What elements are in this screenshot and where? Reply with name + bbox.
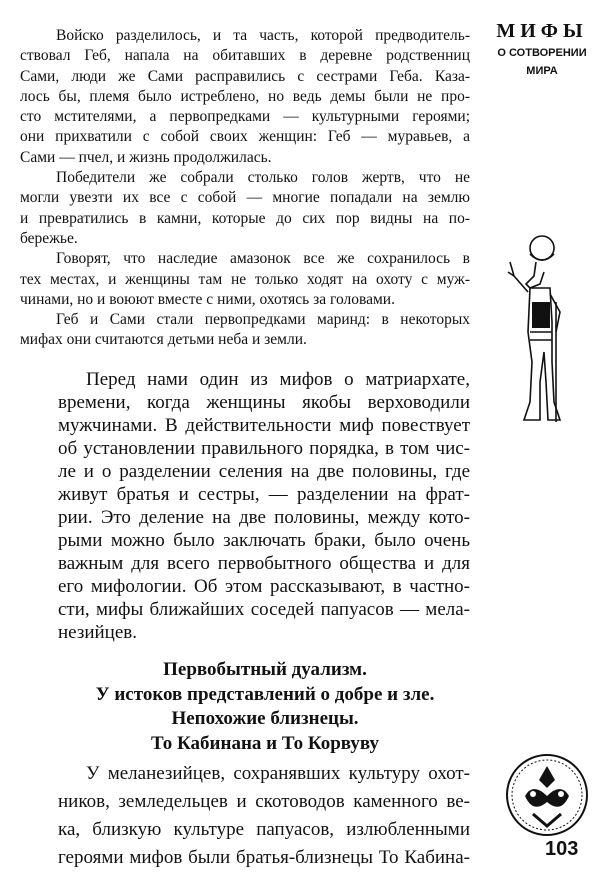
text-line: незийцев. [58, 622, 137, 643]
text-line: мужчинами. В действительности миф повествует [58, 415, 470, 436]
running-header [490, 20, 594, 77]
text-line: мифах они считаются детьми неба и земли. [20, 331, 307, 349]
text-line: могли увезти их все с собой — многие попадали на землю [20, 189, 470, 207]
heading-line: То Кабинана и То Корвуву [150, 732, 380, 754]
text-line: сти, мифы ближайших соседей папуасов — мела- [58, 599, 470, 620]
section-heading [60, 658, 470, 756]
text-line: У меланезийцев, сохранявших культуру охот- [86, 763, 470, 784]
text-line: бережье. [20, 229, 78, 247]
text-line: Сами, люди же Сами расправились с сестрами Геба. Каза- [20, 67, 470, 85]
text-line: Сами — пчел, и жизнь продолжилась. [20, 148, 272, 166]
text-line: и превратились в камни, которые до сих пор видны на по- [20, 209, 470, 227]
egyptian-god-illustration-icon [500, 232, 580, 432]
text-line: тех местах, и женщины там не только ходят на охоту с муж- [20, 270, 470, 288]
text-line: рыми можно было заключать браки, было очень [58, 530, 470, 551]
running-header-line3: МИРА [526, 65, 558, 77]
text-line: ников, земледельцев и скотоводов каменного ве- [58, 791, 470, 812]
text-line: Победители же собрали столько голов жертв, что не [56, 169, 470, 187]
text-line: они прихватили с собой своих женщин: Геб — муравьев, а [20, 128, 470, 146]
page-number: 103 [545, 838, 579, 860]
text-line: времени, когда женщины якобы верховодили [58, 392, 470, 413]
text-line: лось бы, племя было истреблено, но ведь демы были не про- [20, 87, 470, 105]
text-line: его мифологии. Об этом рассказывают, в частно- [58, 576, 470, 597]
text-line: героями мифов были братья-близнецы То Кабина- [58, 847, 470, 868]
running-header-line2: О СОТВОРЕНИИ [497, 47, 587, 59]
text-line: чинами, но и воюют вместе с ними, охотясь за головами. [20, 290, 395, 308]
text-line: Войско разделилось, и та часть, которой предводитель- [56, 27, 470, 44]
text-line: живут братья и сестры, — разделении на фрат- [58, 484, 470, 505]
heading-line: Непохожие близнецы. [171, 708, 359, 729]
heading-line: У истоков представлений о добре и зле. [95, 683, 435, 705]
final-paragraph [58, 760, 470, 872]
text-line: Перед нами один из мифов о матриархате, [86, 369, 470, 390]
text-line: ка, близкую культуре папуасов, излюбленными [58, 819, 470, 840]
myth-text-small [20, 26, 470, 351]
commentary-paragraph [58, 368, 470, 644]
text-line: Геб и Сами стали первопредками маринд: в некоторых [56, 311, 470, 329]
text-line: сто мстителями, а первопредками — культурными героями; [20, 108, 470, 126]
text-line: Говорят, что наследие амазонок все же сохранилось в [56, 250, 470, 268]
text-line: рии. Это деление на две половины, между кото- [58, 507, 470, 528]
melanesian-emblem-icon [503, 752, 591, 838]
heading-line: Первобытный дуализм. [163, 659, 367, 680]
text-line: об установлении правильного порядка, в том чис- [58, 438, 470, 459]
text-line: важным для всего первобытного общества и для [58, 553, 470, 574]
running-header-title: МИФЫ [496, 20, 588, 42]
text-line: ствовал Геб, напала на обитавших в деревне родственниц [20, 47, 470, 65]
text-line: ле и о разделении селения на две половины, где [58, 461, 470, 482]
